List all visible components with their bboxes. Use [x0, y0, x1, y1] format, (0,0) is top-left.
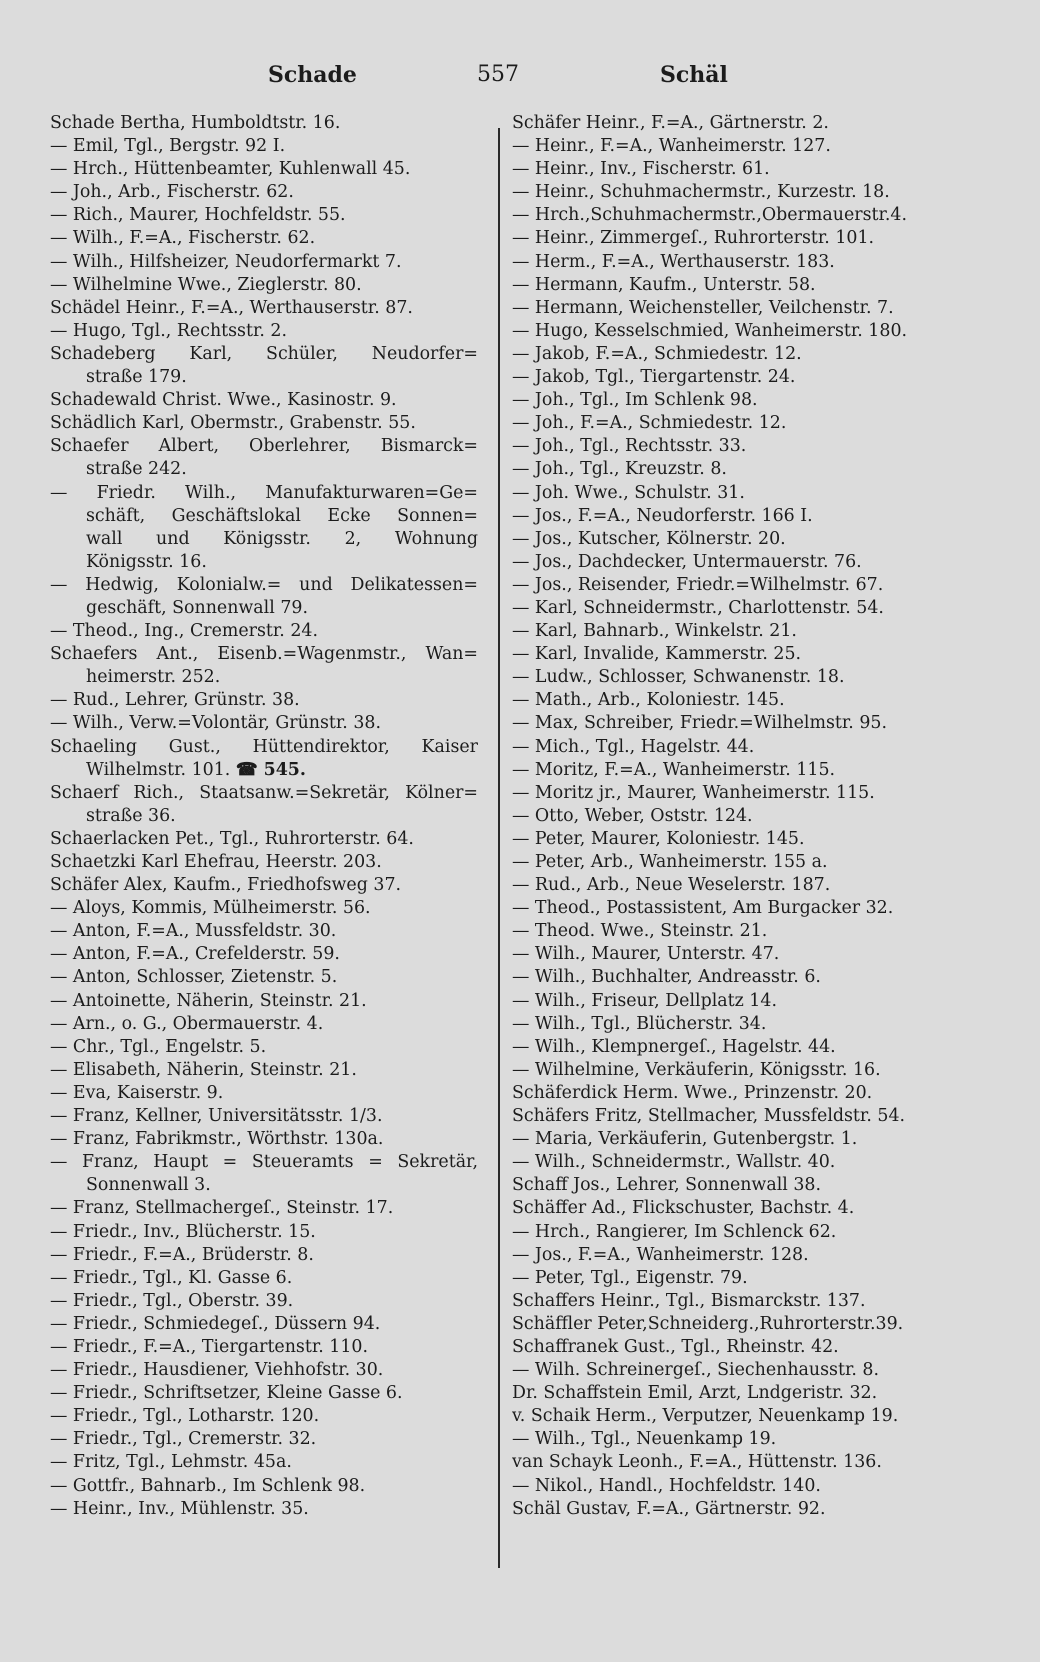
entry-text: Schaeling Gust., Hüttendirektor, Kaiser — [50, 736, 478, 757]
entry-text: Schaff Jos., Lehrer, Sonnenwall 38. — [512, 1175, 821, 1196]
entry-text: Königsstr. 16. — [86, 551, 207, 572]
directory-entry-line — [50, 1221, 478, 1244]
entry-text: Schaerlacken Pet., Tgl., Ruhrorterstr. 64. — [50, 828, 414, 849]
directory-entry-line — [512, 1197, 952, 1220]
directory-entry-line — [50, 1405, 478, 1428]
entry-text: — Hermann, Kaufm., Unterstr. 58. — [512, 274, 816, 295]
directory-entry-line — [512, 458, 952, 481]
directory-entry-line — [50, 643, 478, 666]
entry-text: — Jakob, F.=A., Schmiedestr. 12. — [512, 343, 802, 364]
directory-entry-line — [512, 274, 952, 297]
entry-text: — Hrch., Rangierer, Im Schlenck 62. — [512, 1221, 837, 1242]
entry-text: Schaefers Ant., Eisenb.=Wagenmstr., Wan= — [50, 644, 478, 665]
entry-text: — Hrch.,Schuhmachermstr.,Obermauerstr.4. — [512, 205, 908, 226]
entry-text: Schaffranek Gust., Tgl., Rheinstr. 42. — [512, 1336, 839, 1357]
entry-text: — Anton, Schlosser, Zietenstr. 5. — [50, 967, 338, 988]
entry-text: — Heinr., F.=A., Wanheimerstr. 127. — [512, 136, 831, 157]
directory-entry-line — [512, 1036, 952, 1059]
entry-text: v. Schaik Herm., Verputzer, Neuenkamp 19. — [512, 1406, 899, 1427]
directory-entry-line — [512, 1428, 952, 1451]
directory-entry-line — [50, 1290, 478, 1313]
entry-text: — Joh., F.=A., Schmiedestr. 12. — [512, 413, 787, 434]
directory-entry-line — [512, 135, 952, 158]
directory-entry-line — [512, 204, 952, 227]
directory-entry-line — [512, 990, 952, 1013]
directory-entry-line — [512, 158, 952, 181]
entry-text: — Wilh., Hilfsheizer, Neudorfermarkt 7. — [50, 251, 402, 272]
entry-text: Schäffer Ad., Flickschuster, Bachstr. 4. — [512, 1198, 855, 1219]
directory-entry-line — [512, 181, 952, 204]
directory-entry-line — [512, 1451, 952, 1474]
entry-text: — Wilh., Tgl., Blücherstr. 34. — [512, 1013, 767, 1034]
directory-entry-line — [512, 1475, 952, 1498]
directory-entry-line — [512, 1082, 952, 1105]
entry-text: Schaffers Heinr., Tgl., Bismarckstr. 137. — [512, 1290, 866, 1311]
entry-text: — Jos., Dachdecker, Untermauerstr. 76. — [512, 551, 862, 572]
column-divider — [498, 128, 500, 1568]
entry-text: — Joh., Arb., Fischerstr. 62. — [50, 182, 294, 203]
directory-entry-line — [50, 920, 478, 943]
entry-text: Schädlich Karl, Obermstr., Grabenstr. 55. — [50, 413, 416, 434]
entry-text: — Wilh., Maurer, Unterstr. 47. — [512, 944, 780, 965]
directory-entry-line — [50, 1036, 478, 1059]
entry-text: — Jos., F.=A., Wanheimerstr. 128. — [512, 1244, 809, 1265]
entry-text: — Jos., Reisender, Friedr.=Wilhelmstr. 67. — [512, 574, 884, 595]
entry-text: heimerstr. 252. — [86, 667, 221, 688]
entry-text: — Franz, Fabrikmstr., Wörthstr. 130a. — [50, 1129, 384, 1150]
directory-entry-line — [512, 343, 952, 366]
directory-entry-line — [50, 343, 478, 366]
entry-text: — Anton, F.=A., Crefelderstr. 59. — [50, 944, 340, 965]
entry-text: — Peter, Arb., Wanheimerstr. 155 a. — [512, 852, 828, 872]
directory-entry-line — [512, 251, 952, 274]
directory-entry-line — [512, 597, 952, 620]
entry-text: — Moritz, F.=A., Wanheimerstr. 115. — [512, 759, 836, 780]
directory-entry-line — [512, 966, 952, 989]
directory-entry-line — [512, 1128, 952, 1151]
directory-entry-line — [50, 805, 478, 828]
right-column — [512, 112, 952, 1521]
entry-text: — Mich., Tgl., Hagelstr. 44. — [512, 736, 755, 757]
directory-entry-line — [50, 435, 478, 458]
directory-entry-line — [512, 620, 952, 643]
directory-entry-line — [50, 1336, 478, 1359]
directory-entry-line — [50, 366, 478, 389]
entry-text: Schäferdick Herm. Wwe., Prinzenstr. 20. — [512, 1082, 873, 1103]
directory-entry-line — [50, 1244, 478, 1267]
entry-text: Schadewald Christ. Wwe., Kasinostr. 9. — [50, 390, 397, 411]
entry-text: Schadeberg Karl, Schüler, Neudorfer= — [50, 343, 478, 364]
directory-entry-line — [50, 1359, 478, 1382]
directory-entry-line — [512, 435, 952, 458]
directory-entry-line — [512, 1313, 952, 1336]
directory-entry-line — [512, 920, 952, 943]
entry-text: — Heinr., Inv., Mühlenstr. 35. — [50, 1498, 309, 1519]
entry-text: — Herm., F.=A., Werthauserstr. 183. — [512, 251, 835, 272]
directory-entry-line — [50, 1174, 478, 1197]
entry-text: — Theod., Ing., Cremerstr. 24. — [50, 621, 319, 642]
directory-entry-line — [512, 874, 952, 897]
directory-entry-line — [50, 1267, 478, 1290]
directory-entry-line — [512, 1267, 952, 1290]
directory-entry-line — [512, 828, 952, 851]
entry-text: — Wilh., Klempnergeſ., Hagelstr. 44. — [512, 1036, 836, 1057]
entry-text: Schäl Gustav, F.=A., Gärtnerstr. 92. — [512, 1498, 826, 1519]
entry-text: geschäft, Sonnenwall 79. — [86, 597, 308, 618]
directory-entry-line — [50, 1013, 478, 1036]
directory-entry-line — [50, 412, 478, 435]
entry-text: — Ludw., Schlosser, Schwanenstr. 18. — [512, 667, 845, 688]
entry-text: — Rud., Arb., Neue Weselerstr. 187. — [512, 875, 831, 896]
entry-text: — Peter, Tgl., Eigenstr. 79. — [512, 1267, 748, 1288]
entry-text: — Franz, Stellmachergeſ., Steinstr. 17. — [50, 1198, 394, 1219]
entry-text: — Theod., Postassistent, Am Burgacker 32. — [512, 898, 894, 919]
directory-entry-line — [50, 851, 478, 874]
entry-text: — Friedr., Inv., Blücherstr. 15. — [50, 1221, 316, 1242]
directory-entry-line — [50, 297, 478, 320]
directory-entry-line — [50, 505, 478, 528]
directory-entry-line — [512, 666, 952, 689]
entry-text: — Hugo, Tgl., Rechtsstr. 2. — [50, 320, 288, 341]
directory-entry-line — [512, 366, 952, 389]
entry-text: — Wilhelmine Wwe., Zieglerstr. 80. — [50, 274, 362, 295]
entry-text: — Arn., o. G., Obermauerstr. 4. — [50, 1013, 324, 1034]
directory-entry-line — [512, 1336, 952, 1359]
entry-text: — Rich., Maurer, Hochfeldstr. 55. — [50, 205, 346, 226]
directory-entry-line — [50, 158, 478, 181]
entry-text: — Franz, Kellner, Universitätsstr. 1/3. — [50, 1106, 383, 1127]
directory-entry-line — [50, 1475, 478, 1498]
directory-entry-line — [512, 1382, 952, 1405]
entry-text: Schäffler Peter,Schneiderg.,Ruhrorterstr.39. — [512, 1313, 904, 1334]
entry-text: — Heinr., Zimmergeſ., Ruhrorterstr. 101. — [512, 228, 875, 249]
directory-entry-line — [50, 782, 478, 805]
entry-text: straße 242. — [86, 459, 187, 480]
entry-text: — Joh. Wwe., Schulstr. 31. — [512, 482, 745, 503]
directory-entry-line — [50, 990, 478, 1013]
entry-text: — Wilh. Schreinergeſ., Siechenhausstr. 8. — [512, 1360, 879, 1381]
entry-text: straße 36. — [86, 805, 176, 826]
entry-text: — Hermann, Weichensteller, Veilchenstr. 7. — [512, 297, 894, 318]
directory-entry-line — [50, 597, 478, 620]
directory-entry-line — [512, 782, 952, 805]
entry-text: Schäfer Heinr., F.=A., Gärtnerstr. 2. — [512, 113, 829, 133]
directory-entry-line — [512, 1359, 952, 1382]
directory-entry-line — [50, 1451, 478, 1474]
directory-entry-line — [512, 297, 952, 320]
entry-text: — Wilh., F.=A., Fischerstr. 62. — [50, 228, 316, 249]
entry-text: — Jakob, Tgl., Tiergartenstr. 24. — [512, 367, 796, 388]
directory-entry-line — [50, 135, 478, 158]
entry-text: — Theod. Wwe., Steinstr. 21. — [512, 921, 768, 942]
entry-text: — Friedr., Tgl., Cremerstr. 32. — [50, 1429, 317, 1450]
entry-text: Schäfers Fritz, Stellmacher, Mussfeldstr. 54. — [512, 1106, 906, 1127]
entry-text: Schädel Heinr., F.=A., Werthauserstr. 87. — [50, 297, 413, 318]
entry-text: — Friedr., Schriftsetzer, Kleine Gasse 6. — [50, 1383, 403, 1404]
directory-entry-line — [50, 1128, 478, 1151]
directory-entry-line — [512, 805, 952, 828]
directory-entry-line — [512, 1059, 952, 1082]
entry-text: Wilhelmstr. 101. — [86, 759, 231, 780]
entry-text: Dr. Schaffstein Emil, Arzt, Lndgeristr. 32. — [512, 1383, 878, 1404]
directory-entry-line — [50, 1197, 478, 1220]
telephone-number: ☎ 545. — [235, 759, 306, 780]
directory-entry-line — [50, 112, 478, 135]
directory-entry-line — [50, 666, 478, 689]
entry-text: — Karl, Bahnarb., Winkelstr. 21. — [512, 621, 797, 642]
directory-entry-line — [50, 227, 478, 250]
directory-entry-line — [50, 1059, 478, 1082]
directory-entry-line — [50, 943, 478, 966]
directory-entry-line — [50, 828, 478, 851]
directory-entry-line — [50, 274, 478, 297]
directory-entry-line — [512, 1174, 952, 1197]
entry-text: — Nikol., Handl., Hochfeldstr. 140. — [512, 1475, 821, 1496]
directory-entry-line — [512, 759, 952, 782]
entry-text: — Friedr., Hausdiener, Viehhofstr. 30. — [50, 1360, 384, 1381]
directory-entry-line — [512, 482, 952, 505]
entry-text: — Math., Arb., Koloniestr. 145. — [512, 690, 785, 711]
directory-entry-line — [512, 1244, 952, 1267]
entry-text: Schäfer Alex, Kaufm., Friedhofsweg 37. — [50, 875, 402, 896]
entry-text: wall und Königsstr. 2, Wohnung — [86, 528, 478, 549]
entry-text: — Otto, Weber, Oststr. 124. — [512, 805, 753, 826]
directory-entry-line — [512, 643, 952, 666]
entry-text: — Wilh., Tgl., Neuenkamp 19. — [512, 1429, 777, 1450]
entry-text: — Friedr. Wilh., Manufakturwaren=Ge= — [50, 482, 478, 503]
directory-entry-line — [50, 1498, 478, 1521]
directory-entry-line — [50, 574, 478, 597]
directory-entry-line — [50, 482, 478, 505]
directory-entry-line — [512, 736, 952, 759]
entry-text: Schaefer Albert, Oberlehrer, Bismarck= — [50, 436, 478, 457]
directory-entry-line — [50, 874, 478, 897]
directory-entry-line — [50, 759, 478, 782]
entry-text: schäft, Geschäftslokal Ecke Sonnen= — [86, 505, 478, 526]
directory-entry-line — [50, 204, 478, 227]
entry-text: — Friedr., F.=A., Tiergartenstr. 110. — [50, 1336, 369, 1357]
directory-entry-line — [50, 528, 478, 551]
entry-text: — Hugo, Kesselschmied, Wanheimerstr. 180. — [512, 320, 908, 341]
directory-entry-line — [512, 412, 952, 435]
entry-text: — Jos., Kutscher, Kölnerstr. 20. — [512, 528, 786, 549]
entry-text: — Wilh., Friseur, Dellplatz 14. — [512, 990, 777, 1011]
directory-entry-line — [50, 712, 478, 735]
entry-text: — Rud., Lehrer, Grünstr. 38. — [50, 690, 300, 711]
entry-text: — Hrch., Hüttenbeamter, Kuhlenwall 45. — [50, 159, 411, 180]
directory-entry-line — [512, 712, 952, 735]
page-number: 557 — [477, 62, 519, 87]
directory-entry-line — [512, 574, 952, 597]
entry-text: — Aloys, Kommis, Mülheimerstr. 56. — [50, 898, 371, 919]
entry-text: — Eva, Kaiserstr. 9. — [50, 1082, 224, 1103]
entry-text: — Chr., Tgl., Engelstr. 5. — [50, 1036, 267, 1057]
left-column — [50, 112, 478, 1521]
entry-text: — Joh., Tgl., Kreuzstr. 8. — [512, 459, 727, 480]
directory-entry-line — [512, 1290, 952, 1313]
directory-entry-line — [50, 1382, 478, 1405]
entry-text: — Elisabeth, Näherin, Steinstr. 21. — [50, 1059, 357, 1080]
page-header — [0, 62, 1040, 102]
directory-entry-line — [50, 251, 478, 274]
entry-text: van Schayk Leonh., F.=A., Hüttenstr. 136. — [512, 1452, 882, 1473]
directory-entry-line — [50, 736, 478, 759]
entry-text: — Karl, Invalide, Kammerstr. 25. — [512, 644, 802, 665]
directory-entry-line — [50, 620, 478, 643]
directory-entry-line — [512, 1221, 952, 1244]
directory-entry-line — [512, 851, 952, 874]
entry-text: — Peter, Maurer, Koloniestr. 145. — [512, 828, 805, 849]
entry-text: — Wilh., Buchhalter, Andreasstr. 6. — [512, 967, 821, 988]
entry-text: — Max, Schreiber, Friedr.=Wilhelmstr. 95. — [512, 713, 887, 734]
directory-entry-line — [50, 1313, 478, 1336]
header-right-catchword: Schäl — [660, 62, 728, 88]
entry-text: — Wilhelmine, Verkäuferin, Königsstr. 16. — [512, 1059, 881, 1080]
entry-text: — Fritz, Tgl., Lehmstr. 45a. — [50, 1452, 292, 1473]
directory-entry-line — [512, 1498, 952, 1521]
entry-text: — Emil, Tgl., Bergstr. 92 I. — [50, 136, 286, 157]
entry-text: — Gottfr., Bahnarb., Im Schlenk 98. — [50, 1475, 366, 1496]
directory-entry-line — [512, 551, 952, 574]
directory-entry-line — [512, 1013, 952, 1036]
directory-entry-line — [50, 458, 478, 481]
directory-entry-line — [50, 689, 478, 712]
directory-entry-line — [50, 966, 478, 989]
directory-entry-line — [50, 1428, 478, 1451]
directory-entry-line — [512, 943, 952, 966]
directory-entry-line — [512, 1405, 952, 1428]
entry-text: — Friedr., F.=A., Brüderstr. 8. — [50, 1244, 314, 1265]
entry-text: — Friedr., Tgl., Kl. Gasse 6. — [50, 1267, 293, 1288]
directory-entry-line — [512, 227, 952, 250]
directory-entry-line — [50, 181, 478, 204]
entry-text: — Antoinette, Näherin, Steinstr. 21. — [50, 990, 367, 1011]
entry-text: — Jos., F.=A., Neudorferstr. 166 I. — [512, 505, 813, 526]
entry-text: Sonnenwall 3. — [86, 1175, 211, 1196]
directory-entry-line — [512, 528, 952, 551]
directory-entry-line — [50, 897, 478, 920]
entry-text: — Franz, Haupt = Steueramts = Sekretär, — [50, 1152, 478, 1173]
entry-text: — Moritz jr., Maurer, Wanheimerstr. 115. — [512, 782, 875, 803]
entry-text: Schade Bertha, Humboldtstr. 16. — [50, 113, 341, 133]
entry-text: straße 179. — [86, 367, 187, 388]
directory-entry-line — [50, 320, 478, 343]
entry-text: — Wilh., Verw.=Volontär, Grünstr. 38. — [50, 713, 381, 734]
directory-entry-line — [50, 389, 478, 412]
directory-entry-line — [512, 320, 952, 343]
entry-text: — Anton, F.=A., Mussfeldstr. 30. — [50, 921, 337, 942]
entry-text: — Heinr., Inv., Fischerstr. 61. — [512, 159, 770, 180]
entry-text: — Friedr., Tgl., Oberstr. 39. — [50, 1290, 294, 1311]
directory-entry-line — [512, 389, 952, 412]
directory-entry-line — [50, 1151, 478, 1174]
entry-text: — Friedr., Schmiedegeſ., Düssern 94. — [50, 1313, 381, 1334]
entry-text: — Joh., Tgl., Im Schlenk 98. — [512, 390, 758, 411]
entry-text: — Maria, Verkäuferin, Gutenbergstr. 1. — [512, 1129, 858, 1150]
entry-text: — Hedwig, Kolonialw.= und Delikatessen= — [50, 574, 478, 595]
directory-entry-line — [512, 689, 952, 712]
directory-entry-line — [512, 1105, 952, 1128]
entry-text: — Joh., Tgl., Rechtsstr. 33. — [512, 436, 747, 457]
directory-entry-line — [50, 1105, 478, 1128]
directory-entry-line — [512, 1151, 952, 1174]
directory-entry-line — [512, 112, 952, 135]
entry-text: — Wilh., Schneidermstr., Wallstr. 40. — [512, 1152, 836, 1173]
entry-text: Schaerf Rich., Staatsanw.=Sekretär, Kölner= — [50, 782, 478, 803]
entry-text: Schaetzki Karl Ehefrau, Heerstr. 203. — [50, 852, 382, 872]
directory-entry-line — [512, 505, 952, 528]
directory-entry-line — [512, 897, 952, 920]
entry-text: — Heinr., Schuhmachermstr., Kurzestr. 18. — [512, 182, 890, 203]
header-left-catchword: Schade — [268, 62, 357, 88]
directory-entry-line — [50, 1082, 478, 1105]
entry-text: — Karl, Schneidermstr., Charlottenstr. 54. — [512, 597, 884, 618]
entry-text: — Friedr., Tgl., Lotharstr. 120. — [50, 1406, 320, 1427]
directory-entry-line — [50, 551, 478, 574]
